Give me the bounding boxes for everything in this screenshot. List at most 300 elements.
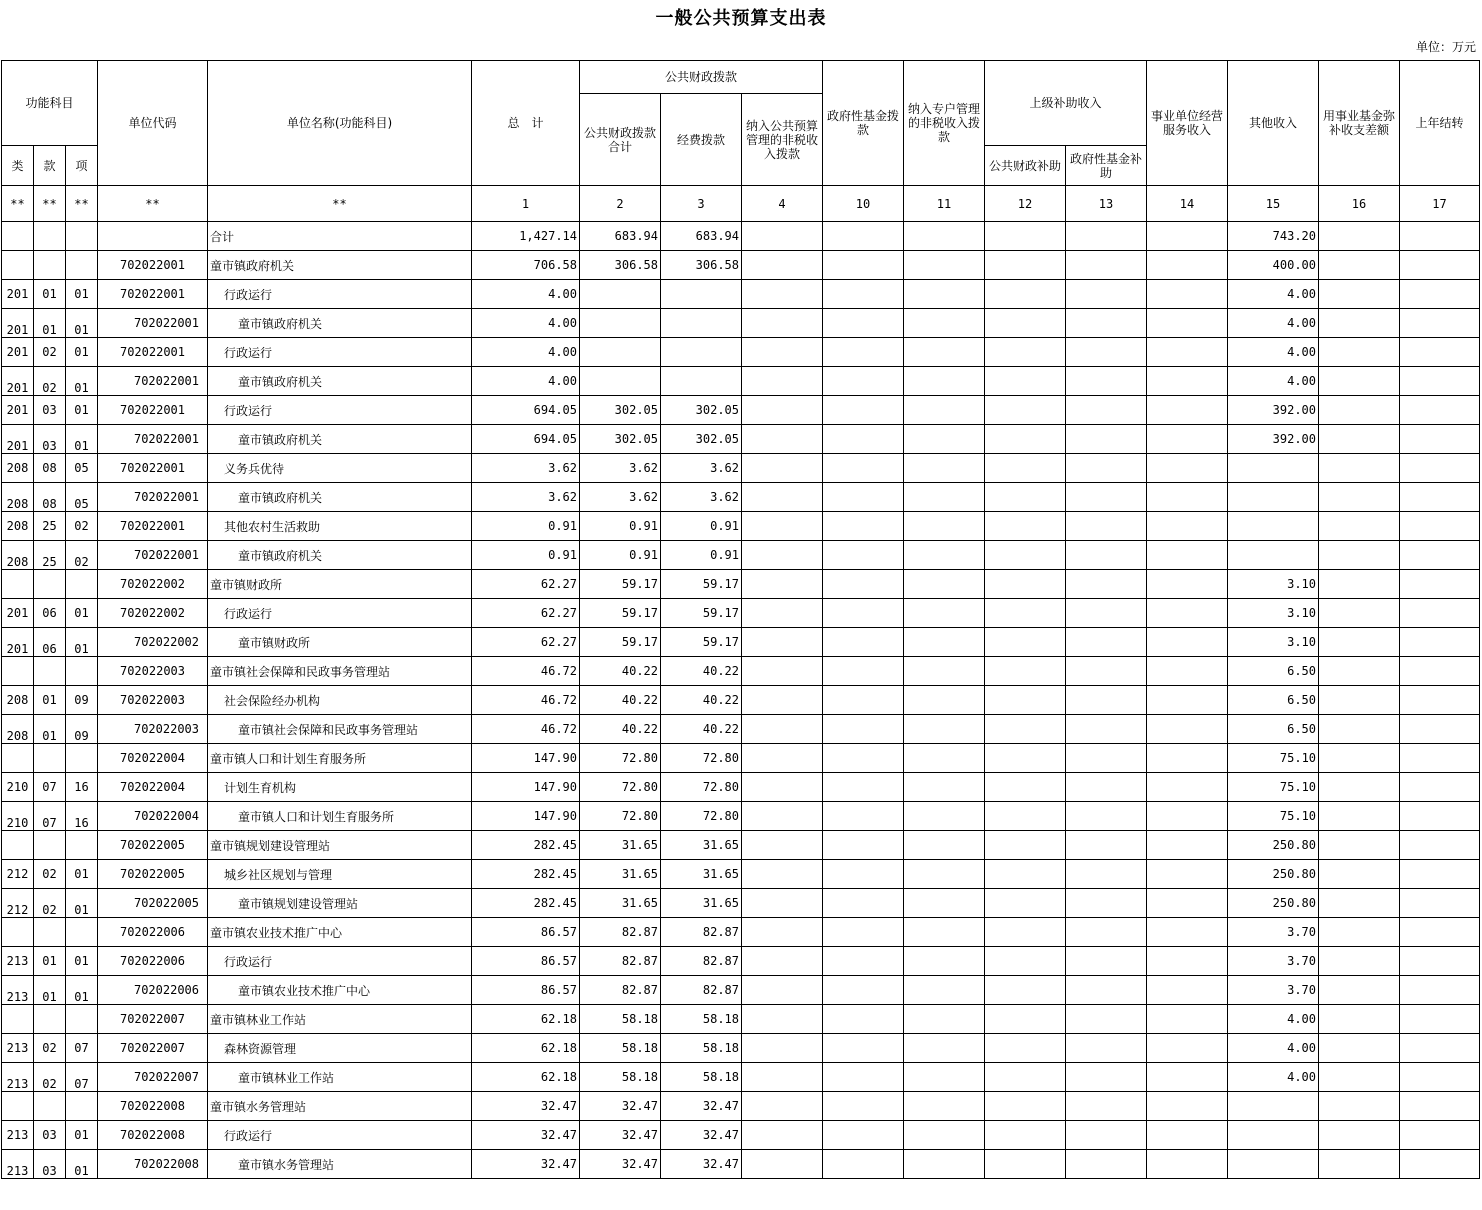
row-ss-gov [1066,860,1147,889]
row-carryover [1400,976,1480,1005]
row-nontax [742,860,823,889]
row-lei: 213 [2,1121,34,1150]
row-gov-fund [823,715,904,744]
row-special-nontax [904,338,985,367]
row-nontax [742,309,823,338]
row-gov-fund [823,802,904,831]
row-unit-name: 行政运行 [208,280,472,309]
row-xiang [66,1005,98,1034]
row-pf-total: 58.18 [580,1063,661,1092]
row-funding: 32.47 [661,1092,742,1121]
row-lei: 212 [2,889,34,918]
row-total: 282.45 [472,831,580,860]
row-unit-name: 童市镇政府机关 [208,309,472,338]
row-special-nontax [904,1005,985,1034]
row-gov-fund [823,744,904,773]
row-lei: 201 [2,367,34,396]
row-pf-total: 32.47 [580,1092,661,1121]
row-special-nontax [904,1150,985,1179]
row-gov-fund [823,1150,904,1179]
row-special-nontax [904,222,985,251]
row-ss-gov [1066,744,1147,773]
row-business-income [1147,686,1228,715]
row-kuan [34,918,66,947]
row-unit-name: 童市镇水务管理站 [208,1150,472,1179]
row-ss-gov [1066,1092,1147,1121]
row-funding: 306.58 [661,251,742,280]
table-row [2,309,1480,338]
row-funding: 59.17 [661,628,742,657]
row-xiang: 01 [66,309,98,338]
row-nontax [742,483,823,512]
row-carryover [1400,918,1480,947]
table-row [2,599,1480,628]
row-ss-public [985,309,1066,338]
row-carryover [1400,947,1480,976]
row-gov-fund [823,1063,904,1092]
row-carryover [1400,1150,1480,1179]
row-business-income [1147,425,1228,454]
row-ss-gov [1066,454,1147,483]
row-ss-gov [1066,1063,1147,1092]
row-other-income: 3.10 [1228,628,1319,657]
table-row [2,483,1480,512]
table-row [2,1034,1480,1063]
row-total: 282.45 [472,889,580,918]
row-kuan [34,744,66,773]
row-kuan [34,831,66,860]
table-row [2,918,1480,947]
row-xiang: 09 [66,686,98,715]
row-ss-gov [1066,512,1147,541]
row-carryover [1400,860,1480,889]
row-funding: 82.87 [661,918,742,947]
row-business-income [1147,715,1228,744]
row-xiang: 05 [66,454,98,483]
row-reserve-fund [1319,947,1400,976]
row-business-income [1147,744,1228,773]
header-total: 总 计 [472,61,580,186]
row-business-income [1147,1121,1228,1150]
row-pf-total: 72.80 [580,773,661,802]
row-lei: 208 [2,715,34,744]
row-other-income [1228,483,1319,512]
row-reserve-fund [1319,657,1400,686]
header-ss-gov: 政府性基金补助 [1066,146,1147,186]
row-ss-public [985,947,1066,976]
table-body [2,222,1480,1179]
row-funding: 58.18 [661,1005,742,1034]
row-nontax [742,686,823,715]
row-lei: 213 [2,1063,34,1092]
row-funding: 40.22 [661,715,742,744]
row-xiang [66,251,98,280]
row-gov-fund [823,222,904,251]
row-carryover [1400,425,1480,454]
row-unit-code: 702022003 [98,657,208,686]
row-lei [2,222,34,251]
row-total: 62.18 [472,1005,580,1034]
row-other-income: 392.00 [1228,425,1319,454]
row-other-income [1228,1092,1319,1121]
row-pf-total: 82.87 [580,918,661,947]
row-lei: 201 [2,425,34,454]
row-ss-public [985,483,1066,512]
row-gov-fund [823,251,904,280]
row-business-income [1147,454,1228,483]
row-unit-code: 702022006 [98,918,208,947]
table-row [2,715,1480,744]
row-lei: 208 [2,454,34,483]
row-nontax [742,657,823,686]
row-business-income [1147,1005,1228,1034]
row-carryover [1400,1063,1480,1092]
row-ss-public [985,657,1066,686]
row-kuan [34,251,66,280]
row-lei: 201 [2,599,34,628]
row-business-income [1147,251,1228,280]
row-total: 147.90 [472,744,580,773]
row-special-nontax [904,367,985,396]
row-gov-fund [823,483,904,512]
row-total: 1,427.14 [472,222,580,251]
header-pf-total: 公共财政拨款合计 [580,94,661,186]
row-business-income [1147,802,1228,831]
row-reserve-fund [1319,425,1400,454]
row-gov-fund [823,628,904,657]
header-superior-subsidy: 上级补助收入 [985,61,1147,146]
header-gov-fund: 政府性基金拨款 [823,61,904,186]
row-nontax [742,1005,823,1034]
row-nontax [742,628,823,657]
row-ss-public [985,715,1066,744]
row-kuan [34,1092,66,1121]
row-unit-name: 社会保险经办机构 [208,686,472,715]
row-xiang: 01 [66,1150,98,1179]
table-row [2,860,1480,889]
row-ss-public [985,1063,1066,1092]
row-carryover [1400,570,1480,599]
row-special-nontax [904,773,985,802]
row-kuan: 08 [34,454,66,483]
row-nontax [742,396,823,425]
row-lei: 213 [2,1034,34,1063]
row-ss-gov [1066,715,1147,744]
row-lei: 201 [2,396,34,425]
header-func-subject: 功能科目 [2,61,98,146]
row-ss-public [985,541,1066,570]
row-total: 32.47 [472,1092,580,1121]
row-unit-name: 其他农村生活救助 [208,512,472,541]
row-pf-total: 58.18 [580,1034,661,1063]
row-lei: 212 [2,860,34,889]
row-funding: 32.47 [661,1150,742,1179]
row-kuan: 02 [34,1034,66,1063]
row-other-income: 3.70 [1228,976,1319,1005]
row-other-income [1228,1150,1319,1179]
row-ss-gov [1066,251,1147,280]
row-gov-fund [823,947,904,976]
row-total: 62.27 [472,599,580,628]
row-funding: 683.94 [661,222,742,251]
row-kuan: 03 [34,1150,66,1179]
row-carryover [1400,396,1480,425]
row-kuan [34,657,66,686]
row-xiang: 02 [66,541,98,570]
row-funding: 0.91 [661,512,742,541]
row-lei [2,918,34,947]
column-index-cell: 10 [823,186,904,222]
row-business-income [1147,309,1228,338]
row-ss-gov [1066,338,1147,367]
row-unit-name: 童市镇财政所 [208,570,472,599]
table-row [2,338,1480,367]
row-other-income [1228,454,1319,483]
header-unit-code: 单位代码 [98,61,208,186]
row-lei [2,831,34,860]
row-reserve-fund [1319,367,1400,396]
row-reserve-fund [1319,889,1400,918]
table-row [2,222,1480,251]
row-reserve-fund [1319,1005,1400,1034]
row-unit-code: 702022001 [98,280,208,309]
row-business-income [1147,599,1228,628]
row-unit-code: 702022008 [98,1121,208,1150]
row-business-income [1147,280,1228,309]
header-reserve-fund: 用事业基金弥补收支差额 [1319,61,1400,186]
row-special-nontax [904,1092,985,1121]
row-lei: 210 [2,773,34,802]
row-gov-fund [823,889,904,918]
row-ss-public [985,744,1066,773]
row-other-income: 4.00 [1228,1034,1319,1063]
row-reserve-fund [1319,744,1400,773]
row-xiang [66,222,98,251]
table-row [2,1150,1480,1179]
row-reserve-fund [1319,1121,1400,1150]
row-total: 694.05 [472,425,580,454]
row-pf-total: 302.05 [580,425,661,454]
row-pf-total: 32.47 [580,1150,661,1179]
row-reserve-fund [1319,1150,1400,1179]
row-kuan: 01 [34,686,66,715]
row-nontax [742,802,823,831]
row-gov-fund [823,860,904,889]
row-kuan [34,222,66,251]
row-unit-name: 童市镇社会保障和民政事务管理站 [208,715,472,744]
row-ss-gov [1066,1034,1147,1063]
row-unit-code: 702022001 [98,367,208,396]
row-other-income: 4.00 [1228,1063,1319,1092]
row-ss-public [985,773,1066,802]
row-business-income [1147,831,1228,860]
row-reserve-fund [1319,396,1400,425]
row-xiang: 01 [66,280,98,309]
row-funding: 0.91 [661,541,742,570]
row-xiang: 01 [66,947,98,976]
row-kuan [34,570,66,599]
row-unit-code: 702022001 [98,483,208,512]
row-kuan [34,1005,66,1034]
row-unit-code: 702022002 [98,570,208,599]
row-xiang: 16 [66,773,98,802]
row-ss-gov [1066,425,1147,454]
row-ss-public [985,889,1066,918]
column-index-cell: ** [2,186,34,222]
row-other-income: 4.00 [1228,309,1319,338]
header-other-income: 其他收入 [1228,61,1319,186]
row-carryover [1400,657,1480,686]
row-total: 282.45 [472,860,580,889]
row-special-nontax [904,1063,985,1092]
row-carryover [1400,599,1480,628]
row-reserve-fund [1319,222,1400,251]
row-other-income: 743.20 [1228,222,1319,251]
row-other-income: 3.70 [1228,918,1319,947]
row-pf-total: 3.62 [580,483,661,512]
table-row [2,425,1480,454]
row-total: 4.00 [472,309,580,338]
row-carryover [1400,628,1480,657]
row-nontax [742,251,823,280]
row-business-income [1147,1150,1228,1179]
row-pf-total: 306.58 [580,251,661,280]
row-nontax [742,1092,823,1121]
row-unit-code: 702022005 [98,860,208,889]
row-gov-fund [823,1034,904,1063]
row-nontax [742,541,823,570]
column-index-cell: 15 [1228,186,1319,222]
table-row [2,1121,1480,1150]
row-other-income: 3.10 [1228,599,1319,628]
row-ss-gov [1066,222,1147,251]
row-pf-total: 59.17 [580,599,661,628]
row-lei: 208 [2,541,34,570]
row-ss-public [985,251,1066,280]
table-row [2,744,1480,773]
header-business-income: 事业单位经营服务收入 [1147,61,1228,186]
row-other-income: 75.10 [1228,744,1319,773]
row-funding: 59.17 [661,599,742,628]
row-lei [2,657,34,686]
table-row [2,454,1480,483]
row-xiang: 01 [66,976,98,1005]
row-reserve-fund [1319,1063,1400,1092]
row-xiang [66,657,98,686]
header-kuan: 款 [34,146,66,186]
row-kuan: 02 [34,338,66,367]
row-xiang [66,570,98,599]
row-ss-gov [1066,1150,1147,1179]
row-total: 147.90 [472,802,580,831]
row-reserve-fund [1319,715,1400,744]
row-other-income: 250.80 [1228,831,1319,860]
row-total: 4.00 [472,338,580,367]
row-kuan: 01 [34,715,66,744]
row-nontax [742,918,823,947]
row-business-income [1147,512,1228,541]
row-special-nontax [904,512,985,541]
row-unit-code: 702022005 [98,889,208,918]
row-reserve-fund [1319,976,1400,1005]
row-nontax [742,889,823,918]
header-carryover: 上年结转 [1400,61,1480,186]
table-row [2,831,1480,860]
row-other-income: 75.10 [1228,802,1319,831]
row-xiang: 07 [66,1063,98,1092]
row-ss-public [985,1092,1066,1121]
row-funding: 58.18 [661,1063,742,1092]
row-special-nontax [904,715,985,744]
row-nontax [742,976,823,1005]
row-business-income [1147,889,1228,918]
row-funding: 59.17 [661,570,742,599]
row-special-nontax [904,251,985,280]
row-carryover [1400,454,1480,483]
row-kuan: 03 [34,396,66,425]
row-ss-gov [1066,396,1147,425]
row-total: 694.05 [472,396,580,425]
row-unit-name: 童市镇规划建设管理站 [208,831,472,860]
row-unit-code: 702022007 [98,1063,208,1092]
row-pf-total: 59.17 [580,628,661,657]
row-total: 86.57 [472,918,580,947]
row-ss-public [985,454,1066,483]
row-total: 3.62 [472,454,580,483]
row-carryover [1400,715,1480,744]
row-reserve-fund [1319,802,1400,831]
row-ss-gov [1066,773,1147,802]
row-ss-gov [1066,918,1147,947]
row-gov-fund [823,454,904,483]
row-gov-fund [823,541,904,570]
row-kuan: 06 [34,628,66,657]
header-unit-name: 单位名称(功能科目) [208,61,472,186]
row-ss-public [985,686,1066,715]
row-kuan: 03 [34,1121,66,1150]
row-lei [2,1005,34,1034]
row-other-income: 4.00 [1228,338,1319,367]
row-lei: 201 [2,309,34,338]
row-special-nontax [904,454,985,483]
row-ss-public [985,1150,1066,1179]
header-funding: 经费拨款 [661,94,742,186]
row-kuan: 03 [34,425,66,454]
table-row [2,1092,1480,1121]
row-reserve-fund [1319,338,1400,367]
row-nontax [742,744,823,773]
row-carryover [1400,802,1480,831]
row-pf-total: 40.22 [580,657,661,686]
row-xiang [66,831,98,860]
row-funding: 3.62 [661,454,742,483]
row-total: 62.18 [472,1063,580,1092]
row-special-nontax [904,802,985,831]
row-total: 46.72 [472,715,580,744]
row-ss-public [985,599,1066,628]
row-xiang: 01 [66,425,98,454]
row-total: 0.91 [472,541,580,570]
row-pf-total: 40.22 [580,686,661,715]
row-pf-total: 40.22 [580,715,661,744]
row-business-income [1147,976,1228,1005]
row-business-income [1147,1092,1228,1121]
row-ss-gov [1066,889,1147,918]
row-gov-fund [823,1121,904,1150]
row-other-income: 4.00 [1228,367,1319,396]
table-row [2,686,1480,715]
row-other-income: 250.80 [1228,889,1319,918]
